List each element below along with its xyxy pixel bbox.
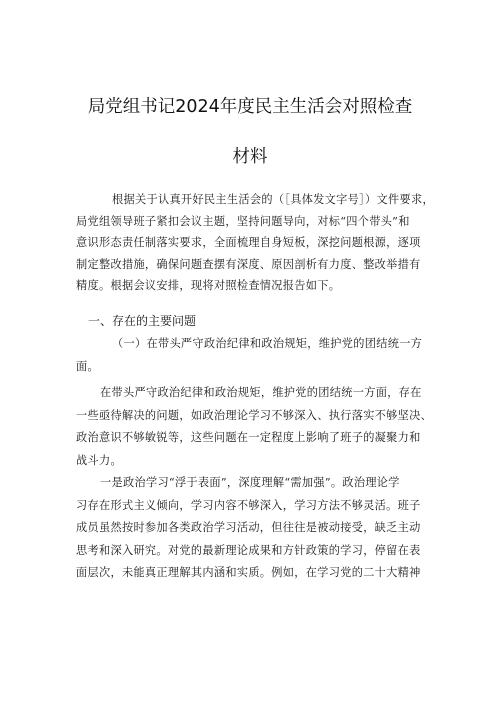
paragraph1-line: 精度。根据会议安排，现将对照检查情况报告如下。 <box>76 279 341 292</box>
paragraph3-line: 习存在形式主义倾向，学习内容不够深入，学习方法不够灵活。班子 <box>76 498 421 512</box>
paragraph2-line: 一些亟待解决的问题，如政治理论学习不够深入、执行落实不够坚决、 <box>76 408 433 422</box>
paragraph2-line: 在带头严守政治纪律和政治规矩，维护党的团结统一方面，存在 <box>100 386 422 399</box>
paragraph2-line: 战斗力。 <box>76 453 122 467</box>
paragraph3-line: 一是政治学习“浮于表面”，深度理解“需加强”。政治理论学 <box>100 476 400 489</box>
subsection1-line: 面。 <box>76 359 99 373</box>
subsection1-line: （一）在带头严守政治纪律和政治规矩，维护党的团结统一方 <box>112 337 423 350</box>
paragraph1-line: 局党组领导班子紧扣会议主题，坚持问题导向，对标“四个带头”和 <box>76 214 410 228</box>
paragraph1-line: 意识形态责任制落实要求，全面梳理自身短板，深挖问题根源，逐项 <box>76 236 421 249</box>
paragraph1-line: 制定整改措施，确保问题查摆有深度、原因剖析有力度、整改举措有 <box>76 257 421 271</box>
paragraph3-line: 思考和深入研究。对党的最新理论成果和方针政策的学习，停留在表 <box>76 543 421 557</box>
paragraph3-line: 成员虽然按时参加各类政治学习活动，但往往是被动接受，缺乏主动 <box>76 521 421 534</box>
paragraph2-line: 政治意识不够敏锐等，这些问题在一定程度上影响了班子的凝聚力和 <box>76 431 421 444</box>
document-title-line2: 材料 <box>232 147 268 167</box>
document-title-line1: 局党组书记2024年度民主生活会对照检查 <box>87 97 413 117</box>
section-heading-1: 一、存在的主要问题 <box>88 314 197 328</box>
paragraph3-line: 面层次，未能真正理解其内涵和实质。例如，在学习党的二十大精神 <box>76 566 421 579</box>
paragraph1-line: 根据关于认真开好民主生活会的（［具体发文字号］）文件要求， <box>112 193 434 206</box>
